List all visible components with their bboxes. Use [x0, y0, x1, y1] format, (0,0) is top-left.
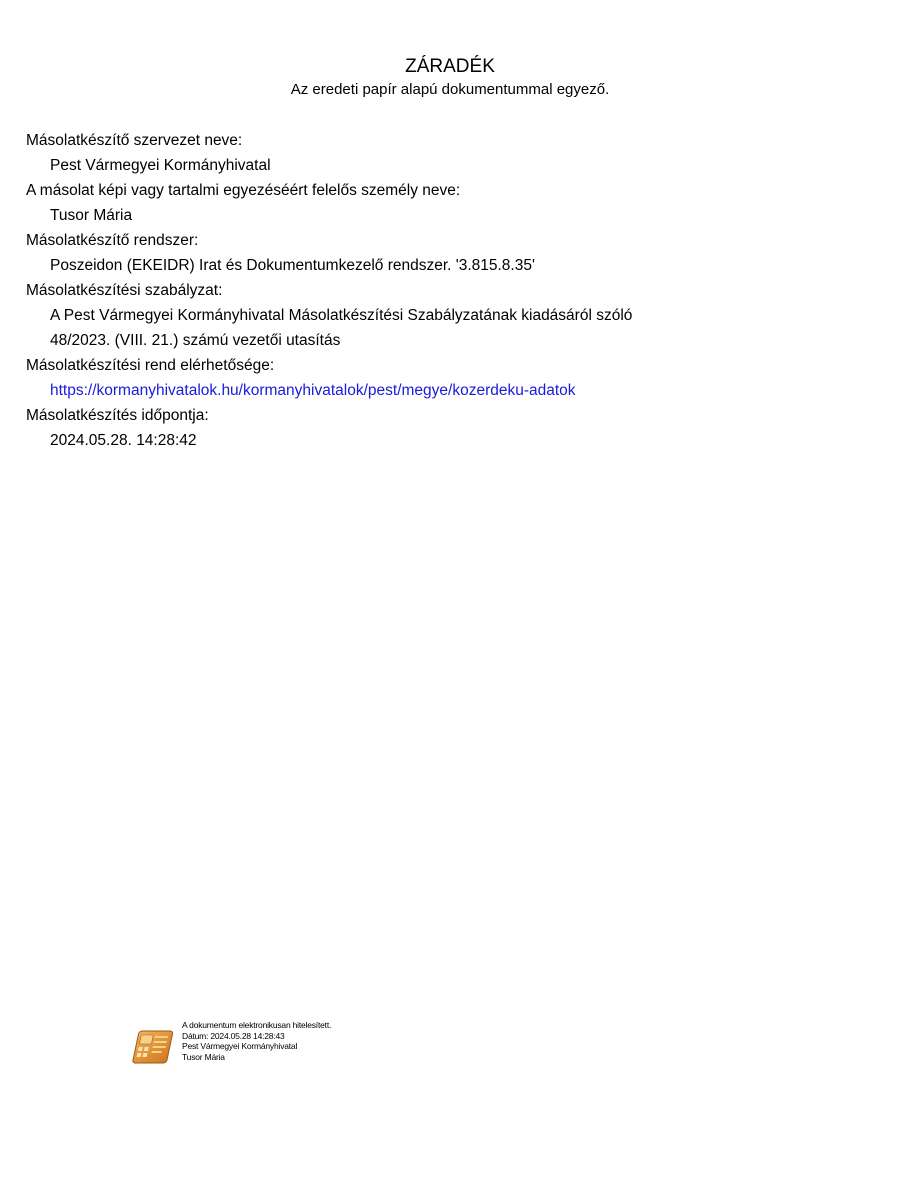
person-value: Tusor Mária: [50, 207, 133, 224]
stamp-line-4: Tusor Mária: [182, 1051, 225, 1062]
stamp-text-block: [182, 1020, 331, 1062]
access-url-link[interactable]: https://kormanyhivatalok.hu/kormanyhivatalok/pest/megye/kozerdeku-adatok: [50, 382, 576, 399]
access-link-row: [26, 378, 886, 403]
page-subtitle: Az eredeti papír alapú dokumentummal egyező.: [290, 81, 610, 98]
certification-fields: [26, 128, 886, 453]
system-label: Másolatkészítő rendszer:: [26, 232, 199, 249]
policy-value-line2: 48/2023. (VIII. 21.) számú vezetői utasítás: [50, 332, 341, 349]
stamp-line-1: A dokumentum elektronikusan hitelesített.: [182, 1020, 332, 1030]
signature-card-icon: [130, 1027, 176, 1069]
org-value: Pest Vármegyei Kormányhivatal: [50, 157, 271, 174]
stamp-line-3: Pest Vármegyei Kormányhivatal: [182, 1041, 298, 1051]
org-label: Másolatkészítő szervezet neve:: [26, 132, 243, 149]
person-label: A másolat képi vagy tartalmi egyezéséért felelős személy neve:: [26, 182, 461, 199]
access-label: Másolatkészítési rend elérhetősége:: [26, 357, 275, 374]
system-value: Poszeidon (EKEIDR) Irat és Dokumentumkezelő rendszer. '3.815.8.35': [50, 257, 535, 274]
policy-label: Másolatkészítési szabályzat:: [26, 282, 223, 299]
time-value: 2024.05.28. 14:28:42: [50, 432, 197, 449]
stamp-line-2: Dátum: 2024.05.28 14:28:43: [182, 1030, 285, 1041]
time-label: Másolatkészítés időpontja:: [26, 407, 209, 424]
electronic-signature-stamp: [130, 1020, 390, 1070]
policy-value-line1: A Pest Vármegyei Kormányhivatal Másolatkészítési Szabályzatának kiadásáról szóló: [50, 307, 633, 324]
page-title: ZÁRADÉK: [405, 56, 495, 77]
